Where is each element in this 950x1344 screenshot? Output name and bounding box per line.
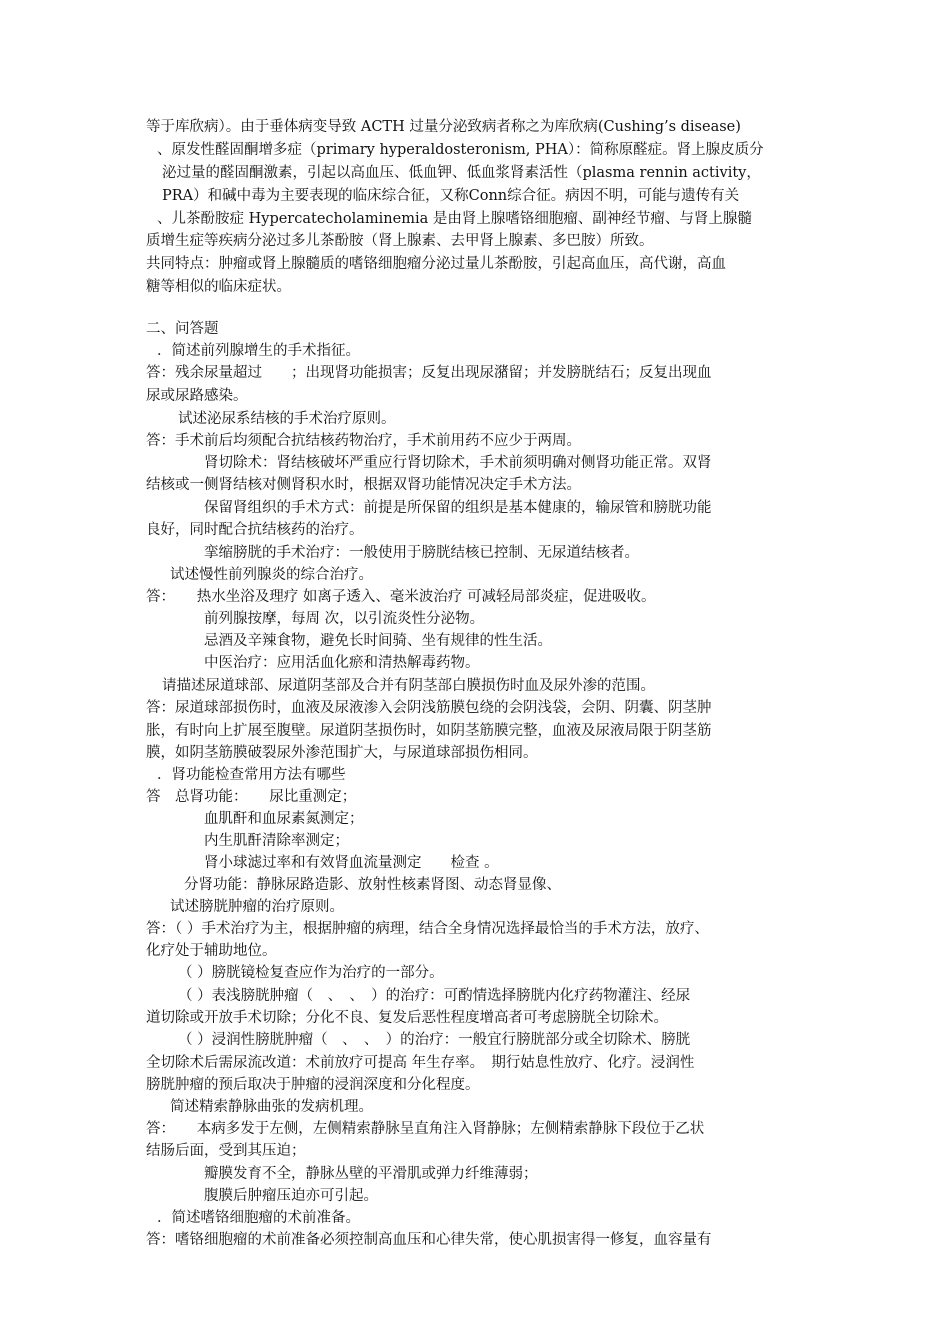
text-line: 、儿茶酚胺症 Hypercatecholaminemia 是由肾上腺嗜铬细胞瘤、副神经节瘤、与肾上腺髓 (157, 211, 752, 227)
question: ．简述前列腺增生的手术指征。 (157, 343, 360, 359)
text-line: 质增生症等疾病分泌过多儿茶酚胺（肾上腺素、去甲肾上腺素、多巴胺）所致。 (146, 233, 654, 249)
question: 请描述尿道球部、尿道阴茎部及合并有阴茎部白膜损伤时血及尿外渗的范围。 (162, 678, 655, 694)
answer-line: 良好，同时配合抗结核药的治疗。 (146, 522, 364, 538)
text-line: 泌过量的醛固酮激素，引起以高血压、低血钾、低血浆肾素活性（plasma rennin activity， (162, 165, 761, 181)
answer-line: 血肌酐和血尿素氮测定； (204, 811, 364, 827)
answer-line: 中医治疗：应用活血化瘀和清热解毒药物。 (204, 655, 480, 671)
question: ．肾功能检查常用方法有哪些 (157, 767, 346, 783)
answer-line: 挛缩膀胱的手术治疗：一般使用于膀胱结核已控制、无尿道结核者。 (204, 545, 639, 561)
answer-line: 膀胱肿瘤的预后取决于肿瘤的浸润深度和分化程度。 (146, 1077, 480, 1093)
answer-line: 全切除术后需尿流改道：术前放疗可提高 年生存率。 期行姑息性放疗、化疗。浸润性 (146, 1055, 695, 1071)
text-line: 等于库欣病）。由于垂体病变导致 ACTH 过量分泌致病者称之为库欣病(Cushing’s disease) (146, 119, 741, 135)
question: 简述精索静脉曲张的发病机理。 (170, 1099, 373, 1115)
answer-line: 答：（ ）手术治疗为主，根据肿瘤的病理，结合全身情况选择最恰当的手术方法，放疗、 (146, 921, 709, 937)
answer-line: 答：尿道球部损伤时，血液及尿液渗入会阴浅筋膜包绕的会阴浅袋，会阴、阴囊、阴茎肿 (146, 700, 712, 716)
answer-line: 肾小球滤过率和有效肾血流量测定 检查 。 (204, 855, 499, 871)
answer-line: 答 总肾功能： 尿比重测定； (146, 789, 357, 805)
answer-line: 化疗处于辅助地位。 (146, 943, 277, 959)
answer-line: 答： 本病多发于左侧，左侧精索静脉呈直角注入肾静脉；左侧精索静脉下段位于乙状 (146, 1121, 705, 1137)
answer-line: 结肠后面，受到其压迫； (146, 1143, 306, 1159)
answer-line: （ ）浸润性膀胱肿瘤（ 、 、 ）的治疗：一般宜行膀胱部分或全切除术、膀胱 (178, 1032, 691, 1048)
answer-line: 保留肾组织的手术方式：前提是所保留的组织是基本健康的，输尿管和膀胱功能 (204, 500, 712, 516)
answer-line: 忌酒及辛辣食物，避免长时间骑、坐有规律的性生活。 (204, 633, 552, 649)
text-line: PRA）和碱中毒为主要表现的临床综合征，又称Conn综合征。病因不明，可能与遗传有关 (162, 188, 740, 204)
answer-line: 答：手术前后均须配合抗结核药物治疗，手术前用药不应少于两周。 (146, 433, 581, 449)
text-line: 、原发性醛固酮增多症（primary hyperaldosteronism, PHA）：简称原醛症。肾上腺皮质分 (157, 142, 764, 158)
answer-line: 结核或一侧肾结核对侧肾积水时，根据双肾功能情况决定手术方法。 (146, 477, 581, 493)
answer-line: （ ）表浅膀胱肿瘤（ 、 、 ）的治疗：可酌情选择膀胱内化疗药物灌注、经尿 (178, 988, 691, 1004)
section-heading: 二、问答题 (146, 321, 219, 337)
answer-line: 内生肌酐清除率测定； (204, 833, 349, 849)
text-line: 共同特点：肿瘤或肾上腺髓质的嗜铬细胞瘤分泌过量儿茶酚胺，引起高血压，高代谢，高血 (146, 256, 726, 272)
question: 试述慢性前列腺炎的综合治疗。 (170, 567, 373, 583)
answer-line: 分肾功能：静脉尿路造影、放射性核素肾图、动态肾显像、 (184, 877, 561, 893)
text-line: 糖等相似的临床症状。 (146, 279, 291, 295)
answer-line: 前列腺按摩，每周 次，以引流炎性分泌物。 (204, 611, 485, 627)
answer-line: 腹膜后肿瘤压迫亦可引起。 (204, 1188, 378, 1204)
question: 试述膀胱肿瘤的治疗原则。 (170, 899, 344, 915)
answer-line: （ ）膀胱镜检复查应作为治疗的一部分。 (178, 965, 444, 981)
answer-line: 瓣膜发育不全，静脉丛壁的平滑肌或弹力纤维薄弱； (204, 1166, 538, 1182)
question: ．简述嗜铬细胞瘤的术前准备。 (157, 1210, 360, 1226)
answer-line: 尿或尿路感染。 (146, 388, 248, 404)
answer-line: 肾切除术：肾结核破坏严重应行肾切除术，手术前须明确对侧肾功能正常。双肾 (204, 455, 712, 471)
answer-line: 道切除或开放手术切除；分化不良、复发后恶性程度增高者可考虑膀胱全切除术。 (146, 1010, 668, 1026)
answer-line: 答： 热水坐浴及理疗 如离子透入、毫米波治疗 可减轻局部炎症，促进吸收。 (146, 589, 656, 605)
answer-line: 答：残余尿量超过 ；出现肾功能损害；反复出现尿潴留；并发膀胱结石；反复出现血 (146, 365, 712, 381)
answer-line: 答：嗜铬细胞瘤的术前准备必须控制高血压和心律失常，使心肌损害得一修复，血容量有 (146, 1232, 712, 1248)
answer-line: 胀，有时向上扩展至腹壁。尿道阴茎损伤时，如阴茎筋膜完整，血液及尿液局限于阴茎筋 (146, 723, 712, 739)
answer-line: 膜，如阴茎筋膜破裂尿外渗范围扩大，与尿道球部损伤相同。 (146, 745, 538, 761)
question: 试述泌尿系结核的手术治疗原则。 (178, 411, 396, 427)
